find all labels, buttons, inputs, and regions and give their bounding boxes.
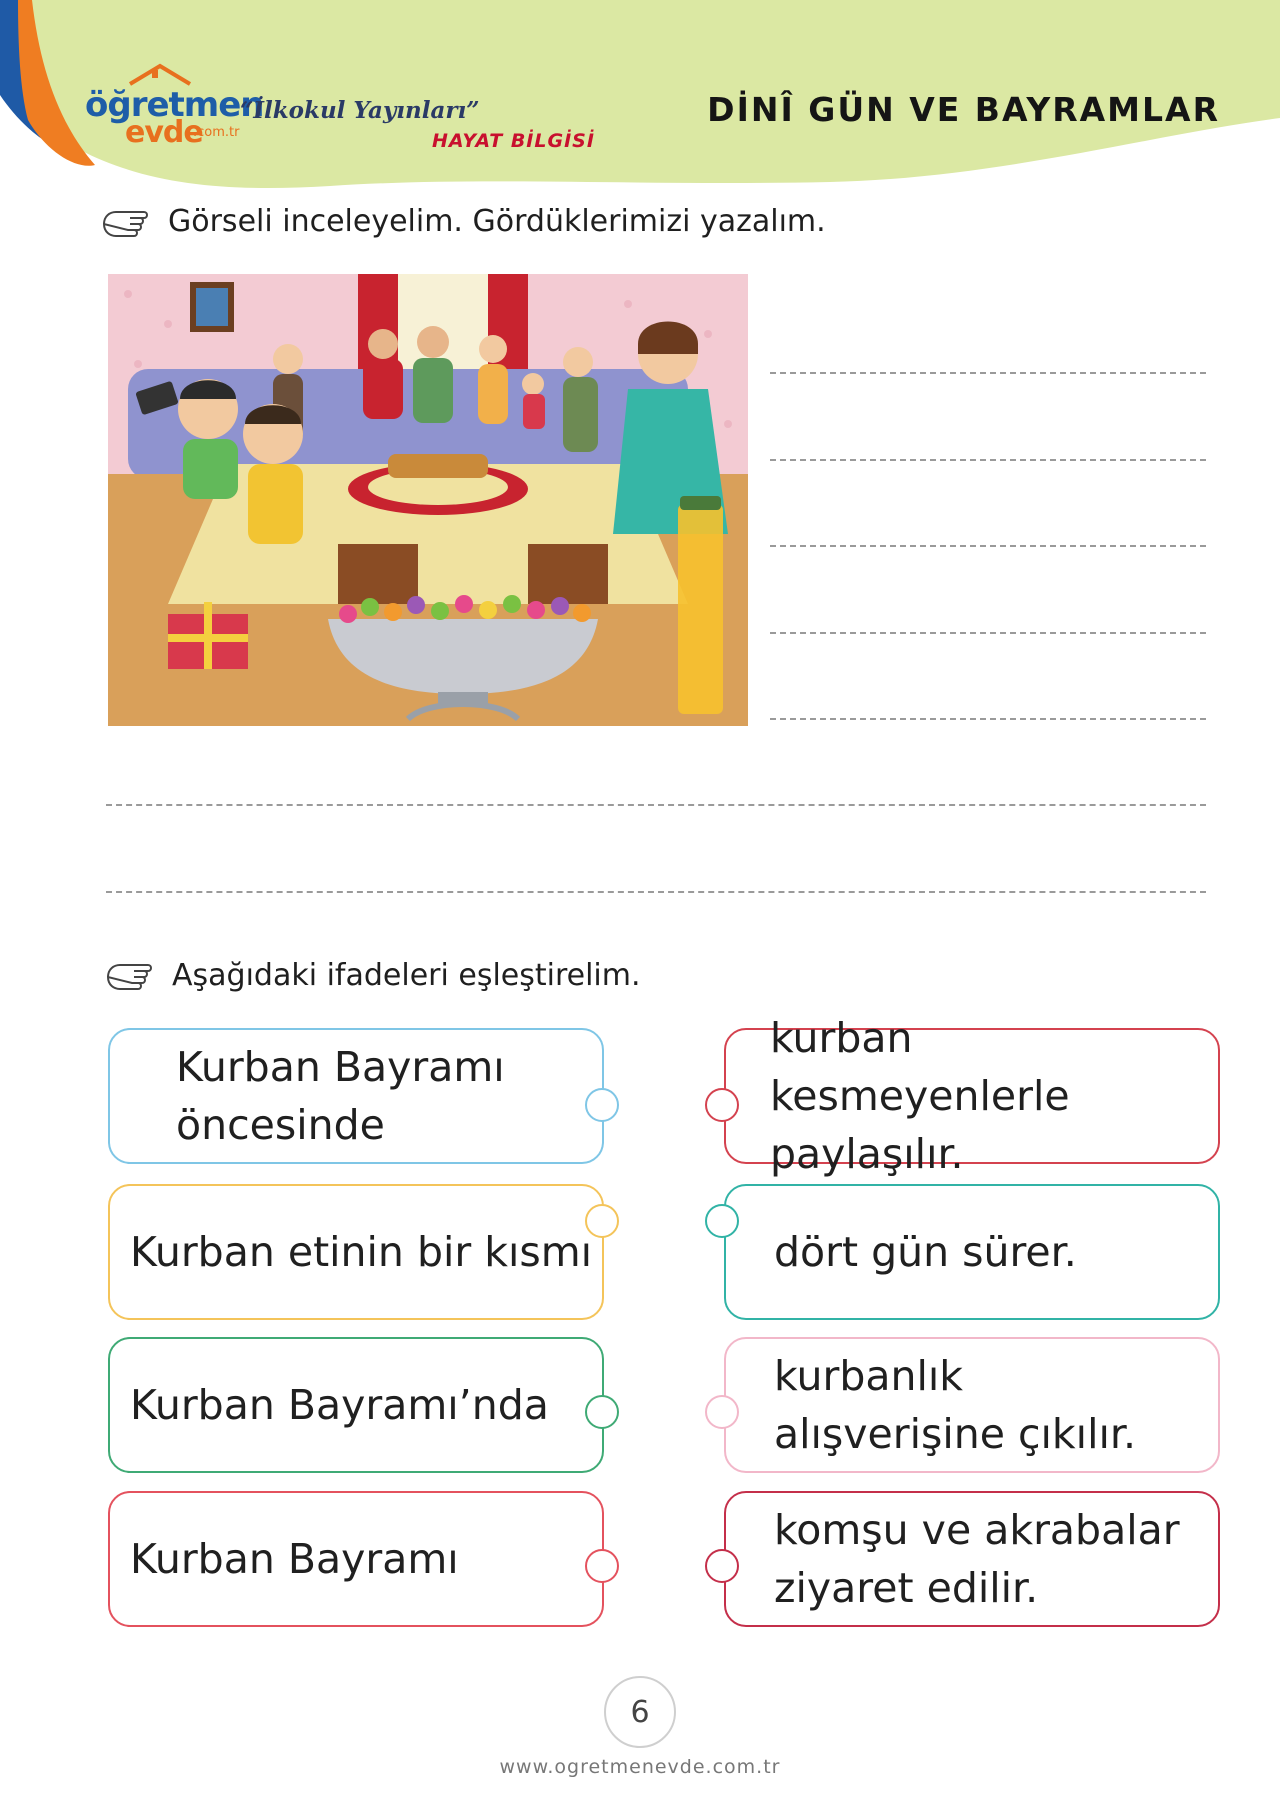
writing-line[interactable] xyxy=(106,804,1206,806)
logo-main-text: öğretmen xyxy=(85,85,264,125)
right-match-box[interactable] xyxy=(724,1337,1220,1473)
publisher-name: “İlkokul Yayınları” xyxy=(240,97,480,124)
right-connector-knob[interactable] xyxy=(705,1549,739,1583)
pointing-hand-icon xyxy=(100,202,152,246)
writing-line[interactable] xyxy=(770,545,1206,547)
right-match-box[interactable] xyxy=(724,1491,1220,1627)
left-match-box[interactable] xyxy=(108,1028,604,1164)
right-match-text: komşu ve akrabalar ziyaret edilir. xyxy=(774,1506,1180,1612)
subject-label: HAYAT BİLGİSİ xyxy=(432,130,595,152)
left-match-text: Kurban Bayramı xyxy=(130,1535,459,1583)
right-connector-knob[interactable] xyxy=(705,1395,739,1429)
section2-instruction: Aşağıdaki ifadeleri eşleştirelim. xyxy=(172,958,641,993)
left-match-text: Kurban etinin bir kısmı xyxy=(130,1228,593,1276)
left-connector-knob[interactable] xyxy=(585,1549,619,1583)
logo-sub-text: evde xyxy=(125,115,203,150)
right-match-text: kurban kesmeyenlerle paylaşılır. xyxy=(770,1014,1070,1178)
writing-line[interactable] xyxy=(770,372,1206,374)
writing-line[interactable] xyxy=(106,891,1206,893)
left-connector-knob[interactable] xyxy=(585,1204,619,1238)
footer-url[interactable]: www.ogretmenevde.com.tr xyxy=(499,1756,781,1778)
left-match-text: Kurban Bayramı’nda xyxy=(130,1381,549,1429)
writing-line[interactable] xyxy=(770,718,1206,720)
right-match-text: dört gün sürer. xyxy=(774,1228,1077,1276)
page-number: 6 xyxy=(604,1676,676,1748)
right-connector-knob[interactable] xyxy=(705,1204,739,1238)
bayram-family-illustration xyxy=(108,274,748,726)
left-match-box[interactable] xyxy=(108,1184,604,1320)
left-match-text: Kurban Bayramı öncesinde xyxy=(176,1043,505,1149)
page-title: DİNÎ GÜN VE BAYRAMLAR xyxy=(707,90,1220,129)
left-match-box[interactable] xyxy=(108,1491,604,1627)
right-match-box[interactable] xyxy=(724,1014,1220,1178)
writing-line[interactable] xyxy=(770,459,1206,461)
left-connector-knob[interactable] xyxy=(585,1395,619,1429)
right-match-text: kurbanlık alışverişine çıkılır. xyxy=(774,1352,1136,1458)
section1-instruction: Görseli inceleyelim. Gördüklerimizi yazalım. xyxy=(168,204,826,239)
writing-line[interactable] xyxy=(770,632,1206,634)
logo-domain-text: .com.tr xyxy=(193,125,240,140)
pointing-hand-icon xyxy=(104,955,156,999)
left-match-box[interactable] xyxy=(108,1337,604,1473)
left-connector-knob[interactable] xyxy=(585,1088,619,1122)
right-connector-knob[interactable] xyxy=(705,1088,739,1122)
right-match-box[interactable] xyxy=(724,1184,1220,1320)
